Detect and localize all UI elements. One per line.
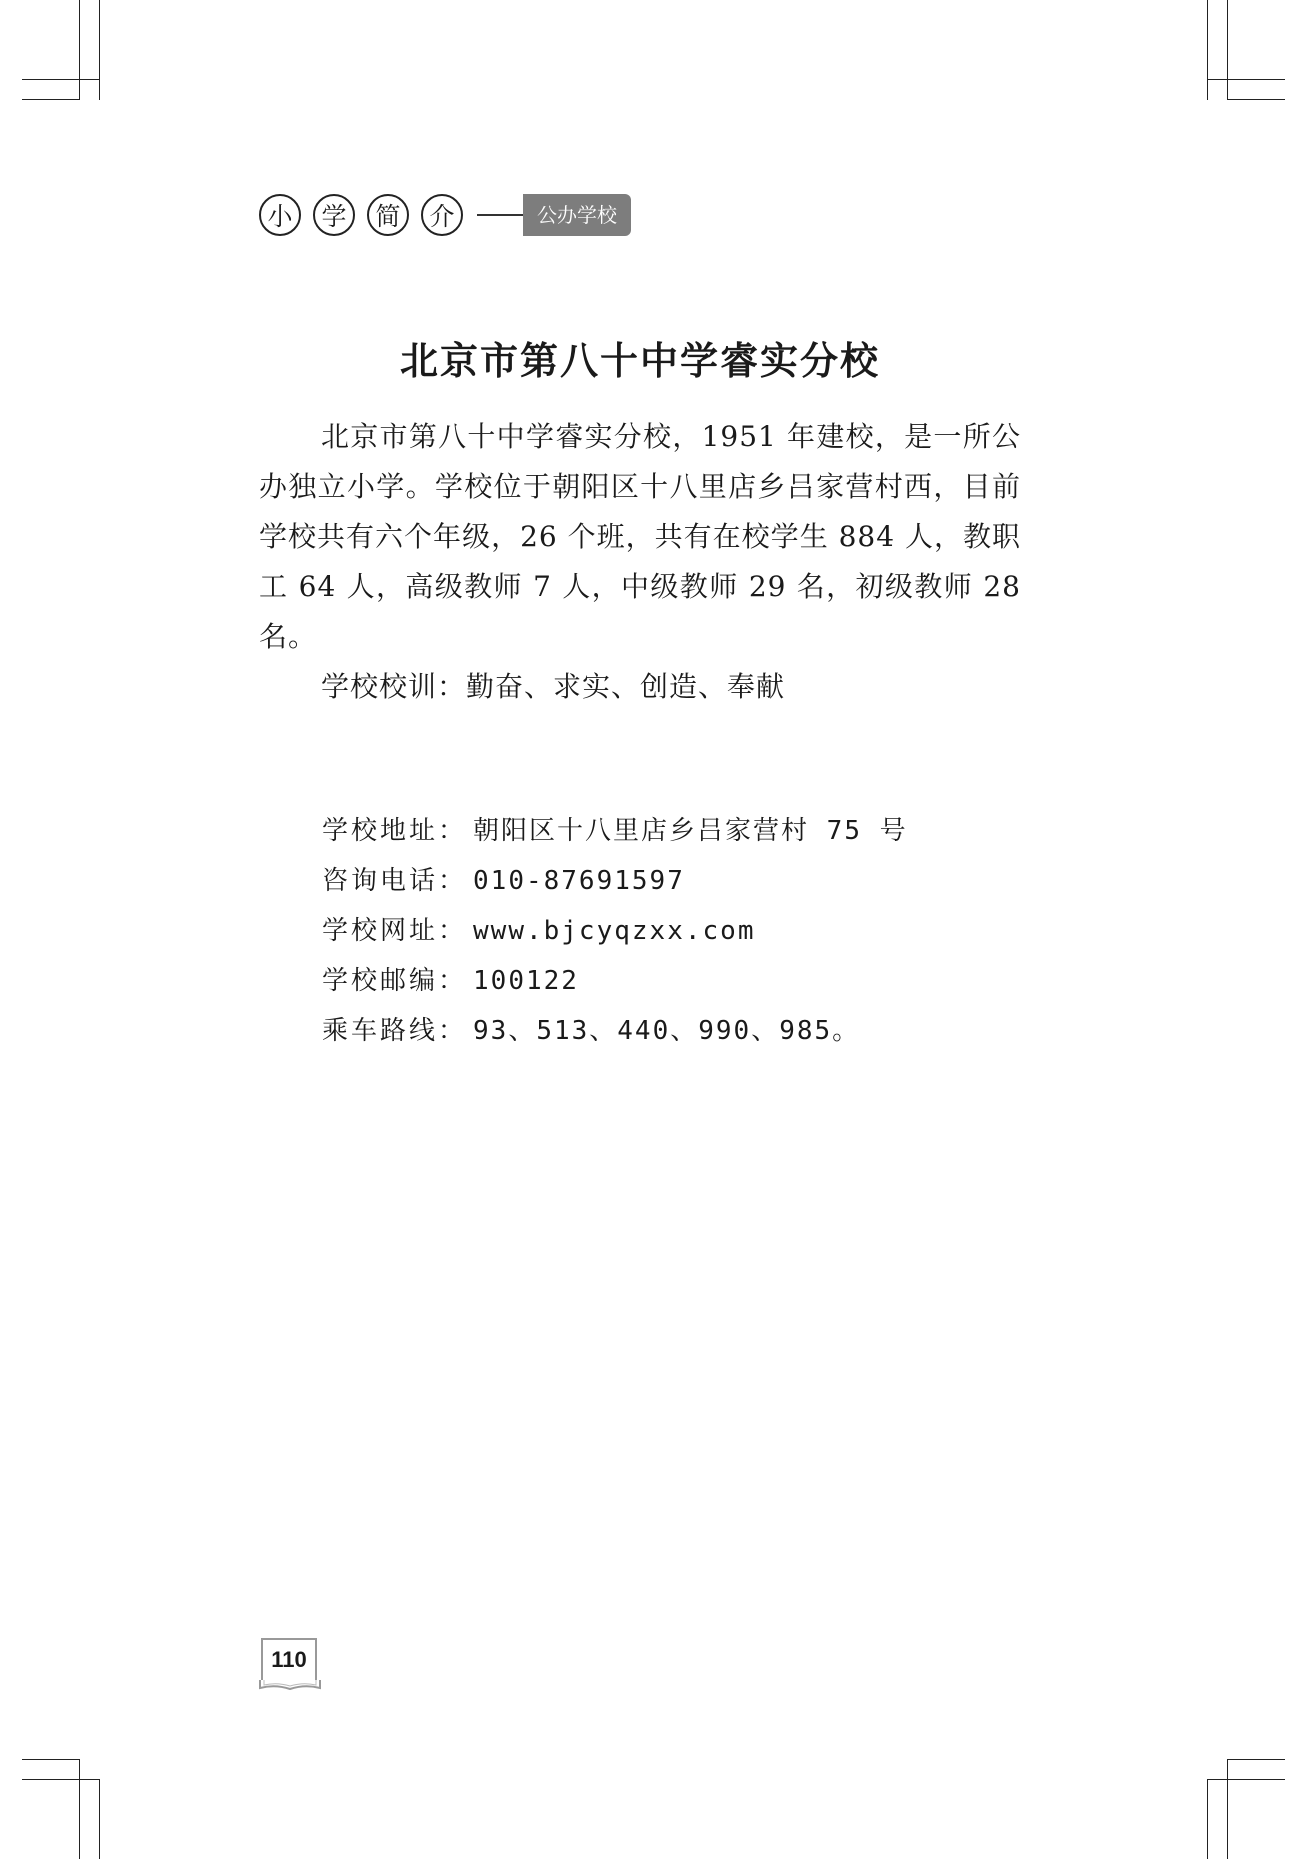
info-label: 学校邮编：	[322, 966, 468, 996]
page-title: 北京市第八十中学睿实分校	[399, 339, 880, 383]
info-label: 学校地址：	[322, 816, 468, 846]
info-value: 010-87691597	[473, 866, 685, 896]
crop-mark	[79, 0, 80, 100]
header-circle-char: 小	[259, 194, 301, 236]
open-book-icon	[259, 1678, 321, 1690]
header-circle-char: 学	[313, 194, 355, 236]
info-label: 学校网址：	[322, 916, 468, 946]
header-connector-line	[477, 214, 523, 216]
crop-mark	[1227, 1759, 1228, 1859]
info-value: 93、513、440、990、985。	[473, 1016, 861, 1046]
crop-mark	[1207, 1779, 1285, 1780]
page-number-badge	[259, 1638, 321, 1690]
contact-info	[322, 806, 908, 1056]
crop-mark	[22, 1759, 79, 1760]
school-motto: 学校校训：勤奋、求实、创造、奉献	[321, 670, 786, 703]
crop-mark	[22, 79, 99, 80]
section-header	[259, 192, 631, 238]
crop-mark	[1207, 1779, 1208, 1859]
crop-mark	[22, 1779, 99, 1780]
crop-mark	[99, 0, 100, 100]
info-row-bus-routes	[322, 1006, 908, 1056]
crop-mark	[1227, 99, 1285, 100]
info-value: 100122	[473, 966, 579, 996]
header-category-tag: 公办学校	[523, 194, 631, 236]
crop-mark	[79, 1759, 80, 1859]
crop-mark	[22, 99, 79, 100]
intro-paragraph: 北京市第八十中学睿实分校，1951 年建校，是一所公办独立小学。学校位于朝阳区十八里店乡吕家营村西，目前学校共有六个年级，26 个班，共有在校学生 884 人，教职工 64 人，高级教师 7 人，中级教师 29 名，初级教师 28 名。	[259, 420, 1021, 653]
info-row-phone	[322, 856, 908, 906]
page-number: 110	[261, 1638, 317, 1680]
info-value: 朝阳区十八里店乡吕家营村 75 号	[473, 816, 908, 846]
crop-mark	[1227, 1759, 1285, 1760]
info-label: 咨询电话：	[322, 866, 468, 896]
info-value: www.bjcyqzxx.com	[473, 916, 756, 946]
crop-mark	[99, 1779, 100, 1859]
info-row-website	[322, 906, 908, 956]
info-label: 乘车路线：	[322, 1016, 468, 1046]
crop-mark	[1207, 0, 1208, 100]
header-circle-char: 简	[367, 194, 409, 236]
header-circle-char: 介	[421, 194, 463, 236]
crop-mark	[1227, 0, 1228, 100]
info-row-postcode	[322, 956, 908, 1006]
crop-mark	[1207, 79, 1285, 80]
school-description	[259, 412, 1021, 712]
info-row-address	[322, 806, 908, 856]
